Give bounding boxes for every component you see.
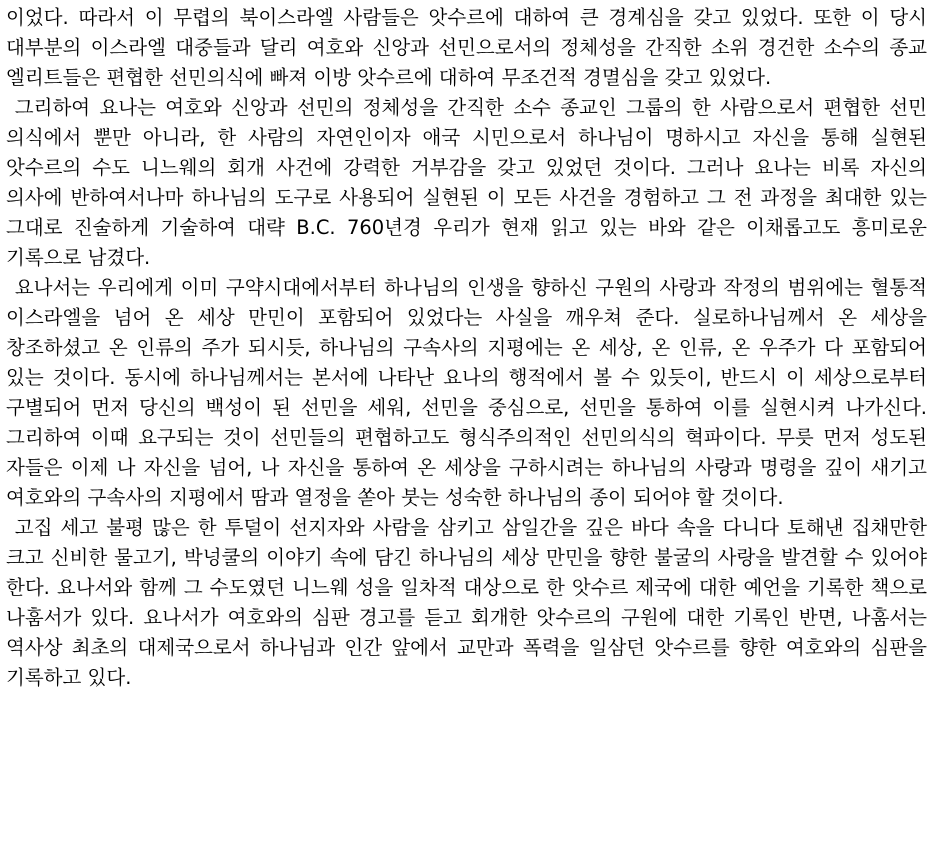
paragraph-3: 요나서는 우리에게 이미 구약시대에서부터 하나님의 인생을 향하신 구원의 사랑과 작정의 범위에는 혈통적 이스라엘을 넘어 온 세상 만민이 포함되어 있었다는 사실을 깨우쳐 준다. 실로하나님께서 온 세상을 창조하셨고 온 인류의 주가 되시듯, 하나님의 구속사의 지평에는 온 세상, 온 인류, 온 우주가 다 포함되어 있는 것이다. 동시에 하나님께서는 본서에 나타난 요나의 행적에서 볼 수 있듯이, 반드시 이 세상으로부터 구별되어 먼저 당신의 백성이 된 선민을 세워, 선민을 중심으로, 선민을 통하여 이를 실현시켜 나가신다. 그리하여 이때 요구되는 것이 선민들의 편협하고도 형식주의적인 선민의식의 혁파이다. 무릇 먼저 성도된 자들은 이제 나 자신을 넘어, 나 자신을 통하여 온 세상을 구하시려는 하나님의 사랑과 명령을 깊이 새기고 여호와의 구속사의 지평에서 땀과 열정을 쏟아 붓는 성숙한 하나님의 종이 되어야 할 것이다.	[6, 276, 927, 509]
paragraph-2: 그리하여 요나는 여호와 신앙과 선민의 정체성을 간직한 소수 종교인 그룹의 한 사람으로서 편협한 선민 의식에서 뿐만 아니라, 한 사람의 자연인이자 애국 시민으로서 하나님이 명하시고 자신을 통해 실현된 앗수르의 수도 니느웨의 회개 사건에 강력한 거부감을 갖고 있었던 것이다. 그러나 요나는 비록 자신의 의사에 반하여서나마 하나님의 도구로 사용되어 실현된 이 모든 사건을 경험하고 그 전 과정을 최대한 있는 그대로 진술하게 기술하여 대략 B.C. 760년경 우리가 현재 읽고 있는 바와 같은 이채롭고도 흥미로운 기록으로 남겼다.	[6, 96, 927, 269]
paragraph-4: 고집 세고 불평 많은 한 투덜이 선지자와 사람을 삼키고 삼일간을 깊은 바다 속을 다니다 토해낸 집채만한 크고 신비한 물고기, 박넝쿨의 이야기 속에 담긴 하나님의 세상 만민을 향한 불굴의 사랑을 발견할 수 있어야 한다. 요나서와 함께 그 수도였던 니느웨 성을 일차적 대상으로 한 앗수르 제국에 대한 예언을 기록한 책으로 나훔서가 있다. 요나서가 여호와의 심판 경고를 듣고 회개한 앗수르의 구원에 대한 기록인 반면, 나훔서는 역사상 최초의 대제국으로서 하나님과 인간 앞에서 교만과 폭력을 일삼던 앗수르를 향한 여호와의 심판을 기록하고 있다.	[6, 516, 927, 689]
paragraph-1: 이었다. 따라서 이 무렵의 북이스라엘 사람들은 앗수르에 대하여 큰 경계심을 갖고 있었다. 또한 이 당시 대부분의 이스라엘 대중들과 달리 여호와 신앙과 선민으로서의 정체성을 간직한 소위 경건한 소수의 종교 엘리트들은 편협한 선민의식에 빠져 이방 앗수르에 대하여 무조건적 경멸심을 갖고 있었다.	[6, 6, 927, 89]
